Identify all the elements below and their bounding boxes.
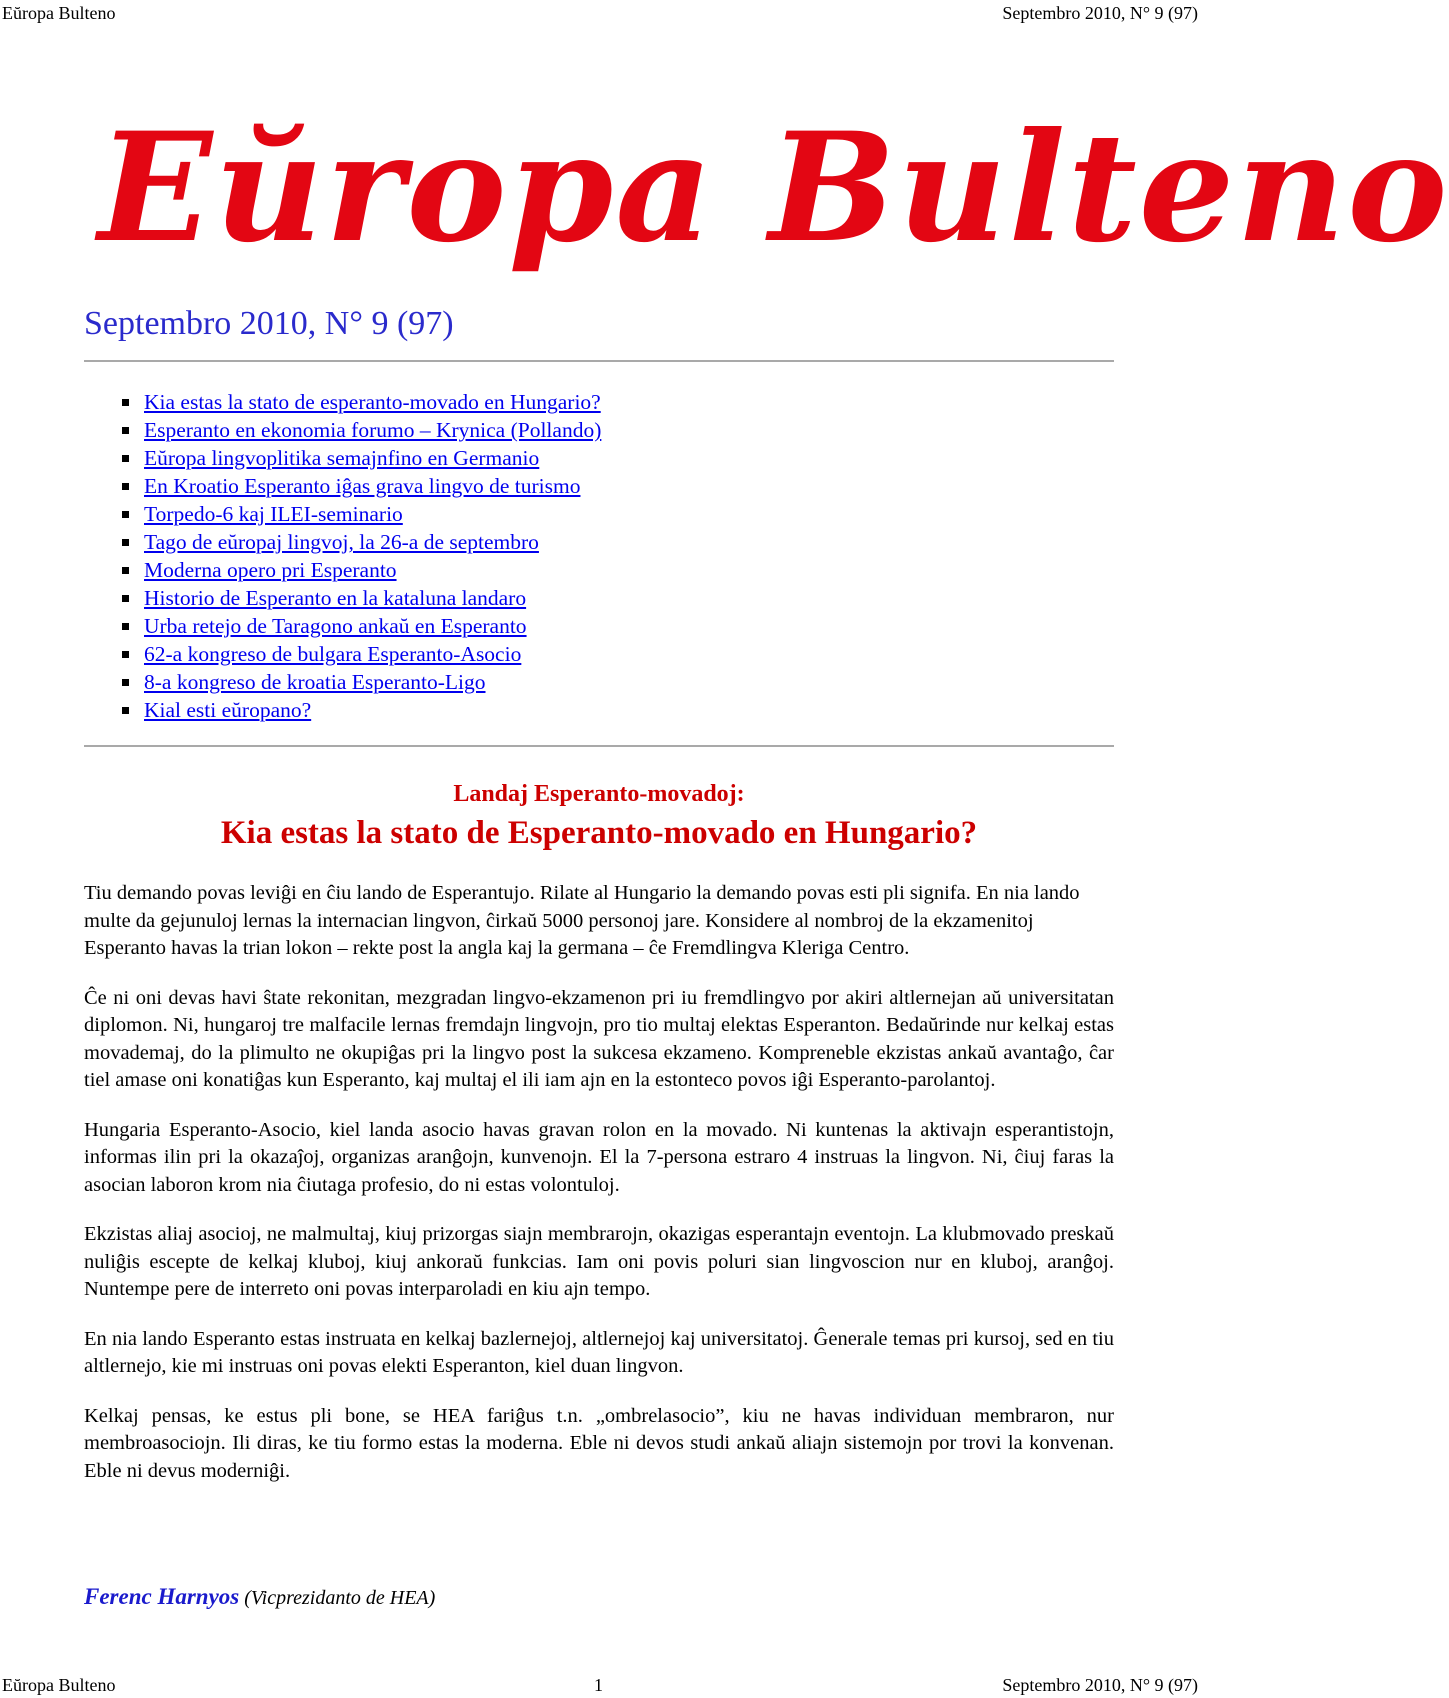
square-bullet-icon [122, 483, 129, 490]
page-number: 1 [594, 1675, 603, 1695]
square-bullet-icon [122, 399, 129, 406]
toc-item [120, 640, 601, 668]
toc-link[interactable]: 62-a kongreso de bulgara Esperanto-Asocio [144, 642, 522, 666]
toc-link[interactable]: Historio de Esperanto en la kataluna landaro [144, 586, 527, 610]
running-footer-title: Eŭropa Bulteno [2, 1675, 116, 1695]
article-paragraph: Ekzistas aliaj asocioj, ne malmultaj, kiuj prizorgas siajn membrarojn, okazigas esperantajn eventojn. La klubmovado preskaŭ nuliĝis escepte de kelkaj kluboj, kiuj ankoraŭ funkcias. Iam oni povis poluri sian lingvoscion nur en kluboj, aranĝoj. Nuntempe pere de interreto oni povas interparoladi en kiu ajn tempo. [84, 1223, 1114, 1300]
running-header-title: Eŭropa Bulteno [2, 3, 116, 23]
article-paragraph: En nia lando Esperanto estas instruata en kelkaj bazlernejoj, altlernejoj kaj universitatoj. Ĝenerale temas pri kursoj, sed en tiu altlernejo, kie mi instruas oni povas elekti Esperanton, kiel duan lingvon. [84, 1327, 1114, 1377]
square-bullet-icon [122, 707, 129, 714]
divider-bottom [84, 745, 1114, 747]
toc-link[interactable]: En Kroatio Esperanto iĝas grava lingvo de turismo [144, 474, 581, 498]
masthead-logo: Eŭropa Bulteno [98, 100, 1449, 276]
square-bullet-icon [122, 427, 129, 434]
divider-top [84, 360, 1114, 362]
toc-link[interactable]: Kia estas la stato de esperanto-movado en Hungario? [144, 390, 601, 414]
toc-item [120, 416, 601, 444]
square-bullet-icon [122, 455, 129, 462]
article-signature [84, 1582, 435, 1613]
toc-item [120, 472, 601, 500]
article-kicker: Landaj Esperanto-movadoj: [453, 781, 745, 807]
toc-link[interactable]: Tago de eŭropaj lingvoj, la 26-a de septembro [144, 530, 539, 554]
toc-item [120, 584, 601, 612]
square-bullet-icon [122, 595, 129, 602]
square-bullet-icon [122, 623, 129, 630]
square-bullet-icon [122, 679, 129, 686]
author-role: (Vicprezidanto de HEA) [244, 1587, 436, 1609]
toc-link[interactable]: Moderna opero pri Esperanto [144, 558, 397, 582]
toc-item [120, 612, 601, 640]
article-body [84, 880, 1114, 1507]
article-paragraph: Kelkaj pensas, ke estus pli bone, se HEA fariĝus t.n. „ombrelasocio”, kiu ne havas individuan membraron, nur membroasociojn. Ili diras, ke tiu formo estas la moderna. Eble ni devos studi ankaŭ aliajn sistemojn por trovi la konvenan. Eble ni devus moderniĝi. [84, 1404, 1114, 1482]
square-bullet-icon [122, 567, 129, 574]
toc-item [120, 668, 601, 696]
running-footer-issue: Septembro 2010, N° 9 (97) [1002, 1675, 1198, 1695]
toc-item [120, 528, 601, 556]
running-header-issue: Septembro 2010, N° 9 (97) [1002, 3, 1198, 23]
article-title: Kia estas la stato de Esperanto-movado en Hungario? [220, 815, 978, 851]
toc-link[interactable]: Eŭropa lingvoplitika semajnfino en Germanio [144, 446, 540, 470]
square-bullet-icon [122, 539, 129, 546]
article-paragraph: Hungaria Esperanto-Asocio, kiel landa asocio havas gravan rolon en la movado. Ni kuntenas la aktivajn esperantistojn, informas ilin pri la okazaĵoj, organizas aranĝojn, kunvenojn. El la 7-persona estraro 4 instruas la lingvon. Ni, ĉiuj faras la asocian laboron krom nia ĉiutaga profesio, do ni estas volontuloj. [84, 1118, 1114, 1196]
toc-item [120, 444, 601, 472]
toc-item [120, 556, 601, 584]
issue-title: Septembro 2010, N° 9 (97) [84, 305, 454, 342]
toc-link[interactable]: Esperanto en ekonomia forumo – Krynica (Pollando) [144, 418, 602, 442]
article-paragraph: Ĉe ni oni devas havi ŝtate rekonitan, mezgradan lingvo-ekzamenon pri iu fremdlingvo por akiri altlernejan aŭ universitatan diplomon. Ni, hungaroj tre malfacile lernas fremdajn lingvojn, pro tio multaj elektas Esperanton. Bedaŭrinde nur kelkaj estas movademaj, do la plimulto ne okupiĝas pri la lingvo post la sukcesa ekzameno. Kompreneble ekzistas ankaŭ avantaĝo, ĉar tiel amase oni konatiĝas kun Esperanto, kaj multaj el ili iam ajn en la estonteco povos iĝi Esperanto-parolantoj. [84, 986, 1114, 1091]
toc-item [120, 500, 601, 528]
square-bullet-icon [122, 651, 129, 658]
toc-link[interactable]: Kial esti eŭropano? [144, 698, 312, 722]
toc-link[interactable]: Torpedo-6 kaj ILEI-seminario [144, 502, 403, 526]
toc-item [120, 696, 601, 724]
toc-link[interactable]: Urba retejo de Taragono ankaŭ en Esperanto [144, 614, 527, 638]
toc-link[interactable]: 8-a kongreso de kroatia Esperanto-Ligo [144, 670, 486, 694]
square-bullet-icon [122, 511, 129, 518]
article-paragraph: Tiu demando povas leviĝi en ĉiu lando de Esperantujo. Rilate al Hungario la demando povas esti pli signifa. En nia lando multe da gejunuloj lernas la internacian lingvon, ĉirkaŭ 5000 personoj jare. Konsidere al nombroj de la ekzamenitoj Esperanto havas la trian lokon – rekte post la angla kaj la germana – ĉe Fremdlingva Kleriga Centro. [84, 882, 1080, 959]
toc-item [120, 388, 601, 416]
table-of-contents [120, 388, 601, 724]
author-name: Ferenc Harnyos [84, 1584, 240, 1609]
